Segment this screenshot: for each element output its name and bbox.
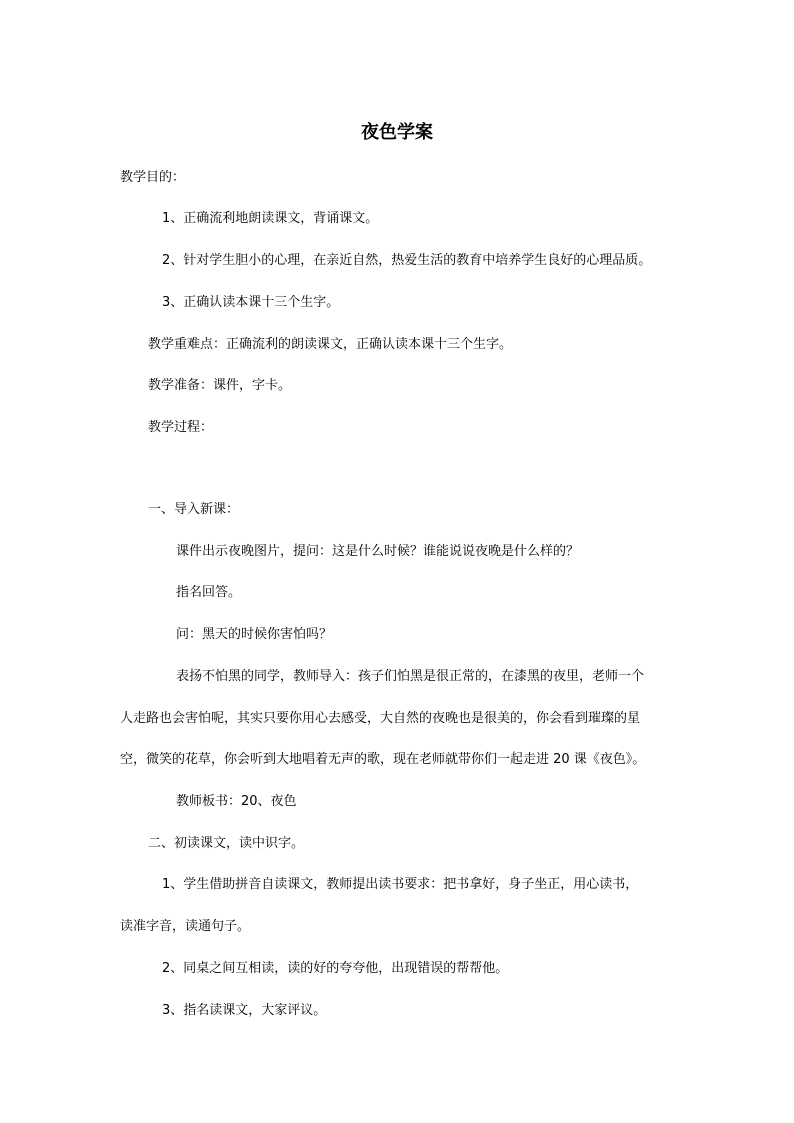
section-heading-reading: 二、初读课文，读中识字。 [148,836,305,851]
paragraph-line: 空，微笑的花草，你会听到大地唱着无声的歌，现在老师就带你们一起走进 20 课《夜色》。 [120,752,646,767]
preparation: 教学准备：课件，字卡。 [148,378,292,393]
document-title: 夜色学案 [361,122,433,143]
paragraph-line: 课件出示夜晚图片，提问：这是什么时候？谁能说说夜晚是什么样的？ [176,544,580,559]
paragraph-line: 问：黑天的时候你害怕吗？ [176,627,333,642]
section-label-objectives: 教学目的： [120,170,186,185]
objective-2: 2、针对学生胆小的心理，在亲近自然，热爱生活的教育中培养学生良好的心理品质。 [162,253,652,268]
paragraph-line: 读准字音，读通句子。 [120,919,251,934]
paragraph-line: 指名回答。 [176,585,242,600]
paragraph-line: 1、学生借助拼音自读课文，教师提出读书要求：把书拿好，身子坐正，用心读书， [162,877,639,892]
paragraph-line: 3、指名读课文，大家评议。 [162,1003,327,1018]
paragraph-line: 表扬不怕黑的同学，教师导入：孩子们怕黑是很正常的，在漆黑的夜里，老师一个 [176,669,645,684]
key-points: 教学重难点：正确流利的朗读课文，正确认读本课十三个生字。 [148,337,513,352]
paragraph-line: 2、同桌之间互相读，读的好的夸夸他，出现错误的帮帮他。 [162,961,509,976]
objective-3: 3、正确认读本课十三个生字。 [162,295,340,310]
section-heading-intro: 一、导入新课： [148,502,240,517]
paragraph-line: 教师板书：20、夜色 [176,794,297,809]
objective-1: 1、正确流利地朗读课文，背诵课文。 [162,211,379,226]
paragraph-line: 人走路也会害怕呢，其实只要你用心去感受，大自然的夜晚也是很美的，你会看到璀璨的星 [120,711,641,726]
section-label-process: 教学过程： [148,420,214,435]
